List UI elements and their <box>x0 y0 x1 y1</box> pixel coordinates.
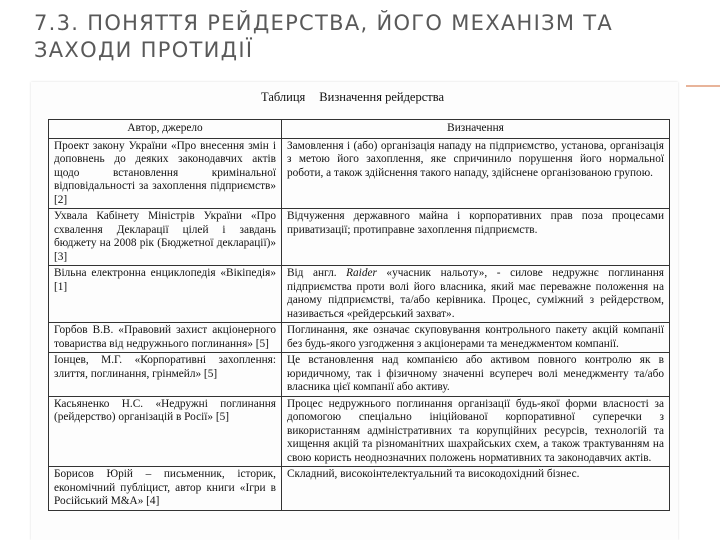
definition-cell: Відчуження державного майна і корпоративних прав поза процесами приватизації; протиправне захоплення підприємств. <box>282 209 670 266</box>
column-header-source: Автор, джерело <box>49 120 282 139</box>
source-cell: Ухвала Кабінету Міністрів України «Про схвалення Декларації цілей і завдань бюджету на 2008 рік (Бюджетної декларації)» [3] <box>49 209 282 266</box>
definition-cell: Процес недружнього поглинання організації будь-якої форми власності за допомогою спеціально ініційованої корпоративної суперечки з використанням адміністративних та корупційних ресурсів, технологій та хищення акцій та різноманітних шахрайських схем, а також трактуванням на свою користь неоднозначних положень нормативних та законодавчих актів. <box>282 396 670 467</box>
table-caption-text: Визначення рейдерства <box>319 90 445 104</box>
source-cell: Вільна електронна енциклопедія «Вікіпедія» [1] <box>49 266 282 323</box>
definition-cell: Це встановлення над компанією або активом повного контролю як в юридичному, так і фізичному значенні всупереч волі менеджменту та/або власника цієї компанії або активу. <box>282 353 670 397</box>
definition-term: Raider <box>346 267 377 279</box>
source-cell: Іонцев, М.Г. «Корпоративні захоплення: злиття, поглинання, грінмейл» [5] <box>49 353 282 397</box>
document-image <box>31 82 678 540</box>
column-header-definition: Визначення <box>282 120 670 139</box>
table-caption-label: Таблиця <box>261 90 306 104</box>
definition-cell: Замовлення і (або) організація нападу на підприємство, установа, організація з метою його захоплення, яке спричинило порушення його нормальної роботи, а також здійснення такого нападу, здійснене організованою групою. <box>282 138 670 209</box>
source-cell: Касьяненко Н.С. «Недружні поглинання (рейдерство) організацій в Росії» [5] <box>49 396 282 467</box>
source-cell: Борисов Юрій – письменник, історик, економічний публіцист, автор книги «Ігри в Російський M&A» [4] <box>49 467 282 511</box>
table-caption <box>261 90 444 105</box>
table-row <box>49 467 670 511</box>
table-row <box>49 209 670 266</box>
definition-prefix: Від англ. <box>287 267 347 279</box>
table-row <box>49 353 670 397</box>
definition-cell: Поглинання, яке означає скуповування контрольного пакету акцій компанії без будь-якого узгодження з акціонерами та менеджментом компанії. <box>282 323 670 353</box>
accent-line <box>686 85 720 87</box>
table-row <box>49 266 670 323</box>
source-cell: Проект закону України «Про внесення змін і доповнень до деяких законодавчих актів щодо встановлення кримінальної відповідальності за захоплення підприємств» [2] <box>49 138 282 209</box>
table-row <box>49 323 670 353</box>
table-row <box>49 138 670 209</box>
slide-title: 7.3. ПОНЯТТЯ РЕЙДЕРСТВА, ЙОГО МЕХАНІЗМ ТА ЗАХОДИ ПРОТИДІЇ <box>34 11 614 62</box>
table-row <box>49 396 670 467</box>
definition-rest: «учасник нальоту», - силове недружнє поглинання підприємства проти волі його власника, який має переважне положення на даному підприємстві, та/або керівника. Процес, суміжний з рейдерством, називається «рейдерський захват». <box>287 267 664 320</box>
table-header-row <box>49 120 670 139</box>
definitions-table <box>48 119 670 511</box>
definition-cell <box>282 266 670 323</box>
source-cell: Горбов В.В. «Правовий захист акціонерного товариства від недружнього поглинання» [5] <box>49 323 282 353</box>
definition-cell: Складний, високоінтелектуальний та високодохідний бізнес. <box>282 467 670 511</box>
